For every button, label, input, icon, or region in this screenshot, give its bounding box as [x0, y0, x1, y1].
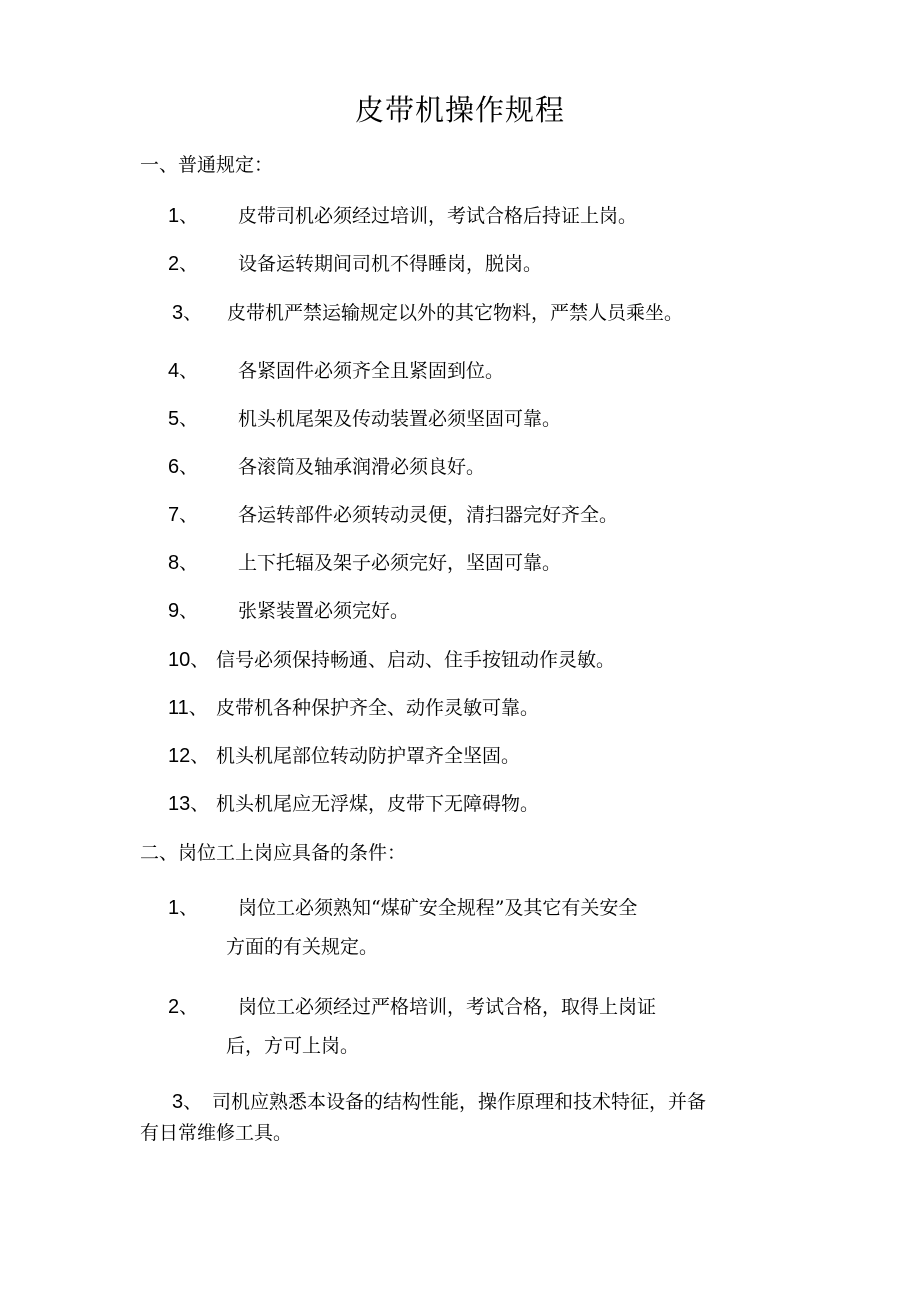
- item-number: 1、: [168, 205, 199, 227]
- item-text: 皮带机各种保护齐全、动作灵敏可靠。: [216, 697, 540, 719]
- item-number: 10、: [168, 649, 210, 671]
- item-text: 各滚筒及轴承润滑必须良好。: [238, 456, 486, 478]
- item-number: 5、: [168, 408, 199, 430]
- section-2-heading: 二、岗位工上岗应具备的条件：: [140, 842, 407, 864]
- item-number: 12、: [168, 745, 210, 767]
- item-text: 机头机尾应无浮煤，皮带下无障碍物。: [216, 793, 540, 815]
- item-number: 1、: [168, 897, 199, 919]
- item-text: 各运转部件必须转动灵便，清扫器完好齐全。: [238, 504, 619, 526]
- item-text: 上下托辐及架子必须完好，坚固可靠。: [238, 552, 562, 574]
- item-text: 皮带司机必须经过培训，考试合格后持证上岗。: [238, 205, 638, 227]
- item-text-line1: 司机应熟悉本设备的结构性能，操作原理和技术特征，并备: [212, 1091, 707, 1113]
- item-text: 设备运转期间司机不得睡岗，脱岗。: [238, 253, 543, 275]
- section-1-heading: 一、普通规定：: [140, 154, 274, 176]
- item-text: 机头机尾架及传动装置必须坚固可靠。: [238, 408, 562, 430]
- item-number: 9、: [168, 600, 199, 622]
- item-text: 皮带机严禁运输规定以外的其它物料，严禁人员乘坐。: [227, 302, 684, 324]
- item-number: 2、: [168, 996, 199, 1018]
- document-title: 皮带机操作规程: [354, 93, 565, 127]
- item-text-line2: 后，方可上岗。: [226, 1035, 360, 1057]
- item-text: 信号必须保持畅通、启动、住手按钮动作灵敏。: [216, 649, 616, 671]
- item-number: 13、: [168, 793, 210, 815]
- item-text-line2: 有日常维修工具。: [140, 1122, 293, 1144]
- item-number: 3、: [172, 1091, 203, 1113]
- item-text-line2: 方面的有关规定。: [226, 936, 379, 958]
- item-text-line1: 岗位工必须经过严格培训，考试合格，取得上岗证: [238, 996, 657, 1018]
- item-number: 11、: [168, 697, 208, 719]
- item-text-line1: 岗位工必须熟知“煤矿安全规程”及其它有关安全: [238, 897, 638, 919]
- item-number: 4、: [168, 360, 199, 382]
- item-number: 2、: [168, 253, 199, 275]
- item-number: 6、: [168, 456, 199, 478]
- item-number: 3、: [172, 302, 203, 324]
- item-number: 7、: [168, 504, 199, 526]
- item-text: 各紧固件必须齐全且紧固到位。: [238, 360, 505, 382]
- item-number: 8、: [168, 552, 199, 574]
- item-text: 张紧装置必须完好。: [238, 600, 410, 622]
- item-text: 机头机尾部位转动防护罩齐全坚固。: [216, 745, 521, 767]
